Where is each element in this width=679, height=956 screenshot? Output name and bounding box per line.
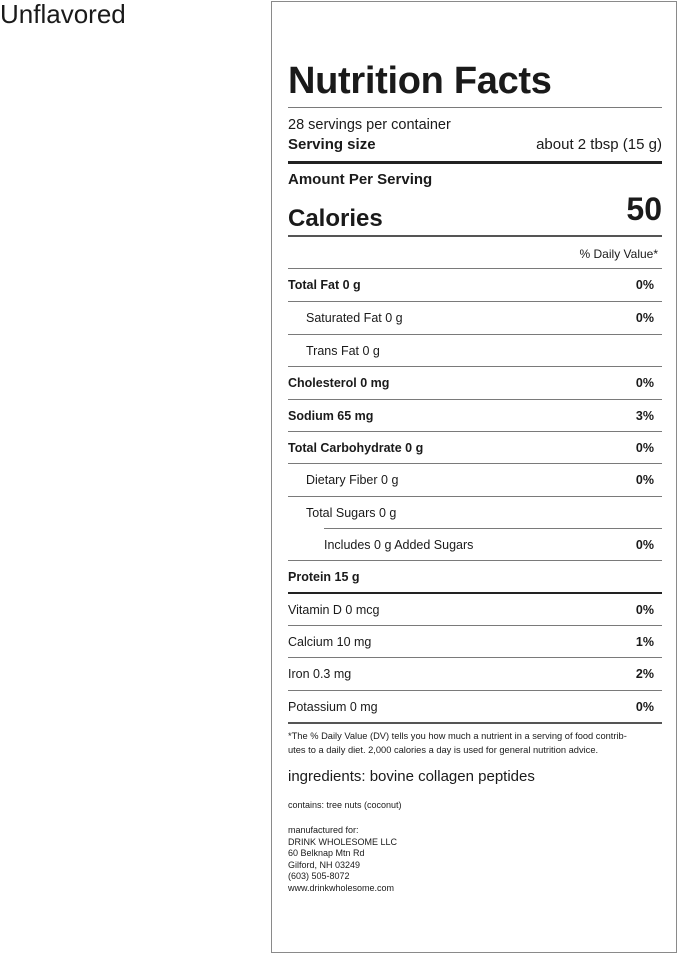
nutrient-name: Includes 0 g Added Sugars (324, 538, 474, 552)
nutrient-name: Total Fat 0 g (288, 278, 361, 292)
manufacturer-info (288, 825, 397, 895)
serving-size-row (288, 136, 662, 153)
nutrient-dv: 0% (635, 603, 654, 617)
manufacturer-website: www.drinkwholesome.com (288, 882, 395, 893)
nutrient-row (288, 594, 654, 626)
manufacturer-heading: manufactured for: (288, 825, 359, 835)
nutrient-name: Sodium 65 mg (288, 409, 374, 423)
nutrition-facts-panel (271, 1, 677, 953)
ingredients: ingredients: bovine collagen peptides (288, 768, 535, 785)
daily-value-header: % Daily Value* (579, 247, 658, 261)
nutrient-row (288, 626, 654, 658)
nutrient-dv: 0% (635, 473, 654, 487)
calories-row (288, 191, 662, 234)
nutrient-name: Saturated Fat 0 g (306, 311, 403, 325)
nutrient-row (288, 658, 654, 690)
nutrient-dv: 0% (635, 538, 654, 552)
thick-divider (288, 722, 662, 724)
nutrient-row (288, 335, 654, 367)
serving-size-value: about 2 tbsp (15 g) (536, 136, 662, 153)
manufacturer-company: DRINK WHOLESOME LLC (288, 836, 398, 847)
nutrient-dv: 2% (635, 667, 654, 681)
serving-size-label: Serving size (288, 136, 376, 153)
nutrient-name: Iron 0.3 mg (288, 667, 352, 681)
nutrient-row (288, 497, 654, 529)
nutrient-dv: 3% (635, 409, 654, 423)
nutrient-row (288, 432, 654, 464)
nutrient-name: Cholesterol 0 mg (288, 376, 390, 390)
nutrient-name: Vitamin D 0 mcg (288, 603, 380, 617)
nutrient-row (288, 269, 654, 301)
calories-label: Calories (288, 205, 383, 232)
nutrient-row (288, 691, 654, 723)
nutrient-row (288, 529, 654, 561)
nutrient-dv: 0% (635, 376, 654, 390)
nutrient-dv: 0% (635, 311, 654, 325)
panel-title: Nutrition Facts (288, 60, 552, 102)
manufacturer-street: 60 Belknap Mtn Rd (288, 848, 365, 859)
variant-label: Unflavored (0, 0, 126, 29)
nutrient-dv: 0% (635, 441, 654, 455)
allergen-statement: contains: tree nuts (coconut) (288, 800, 402, 810)
nutrient-name: Protein 15 g (288, 570, 360, 584)
nutrient-row (288, 302, 654, 334)
nutrient-dv: 0% (635, 700, 654, 714)
nutrient-dv: 1% (635, 635, 654, 649)
nutrient-name: Potassium 0 mg (288, 700, 378, 714)
nutrient-name: Dietary Fiber 0 g (306, 473, 399, 487)
nutrient-name: Total Sugars 0 g (306, 506, 397, 520)
nutrient-row (288, 400, 654, 432)
nutrient-row (288, 367, 654, 399)
manufacturer-city: Gilford, NH 03249 (288, 859, 361, 870)
nutrient-row (288, 464, 654, 496)
thick-divider (288, 161, 662, 164)
divider (288, 107, 662, 108)
amount-per-serving: Amount Per Serving (288, 171, 433, 188)
nutrient-dv: 0% (635, 278, 654, 292)
nutrient-name: Trans Fat 0 g (306, 344, 380, 358)
daily-value-footnote (288, 729, 648, 757)
nutrient-name: Total Carbohydrate 0 g (288, 441, 424, 455)
footnote-line: utes to a daily diet. 2,000 calories a day is used for general nutrition advice. (288, 745, 599, 755)
calories-value: 50 (626, 191, 662, 227)
manufacturer-phone: (603) 505-8072 (288, 871, 350, 882)
nutrient-name: Calcium 10 mg (288, 635, 372, 649)
nutrient-row (288, 561, 654, 593)
servings-per-container: 28 servings per container (288, 117, 451, 133)
divider (288, 235, 662, 237)
footnote-line: *The % Daily Value (DV) tells you how much a nutrient in a serving of food contrib- (288, 731, 627, 741)
